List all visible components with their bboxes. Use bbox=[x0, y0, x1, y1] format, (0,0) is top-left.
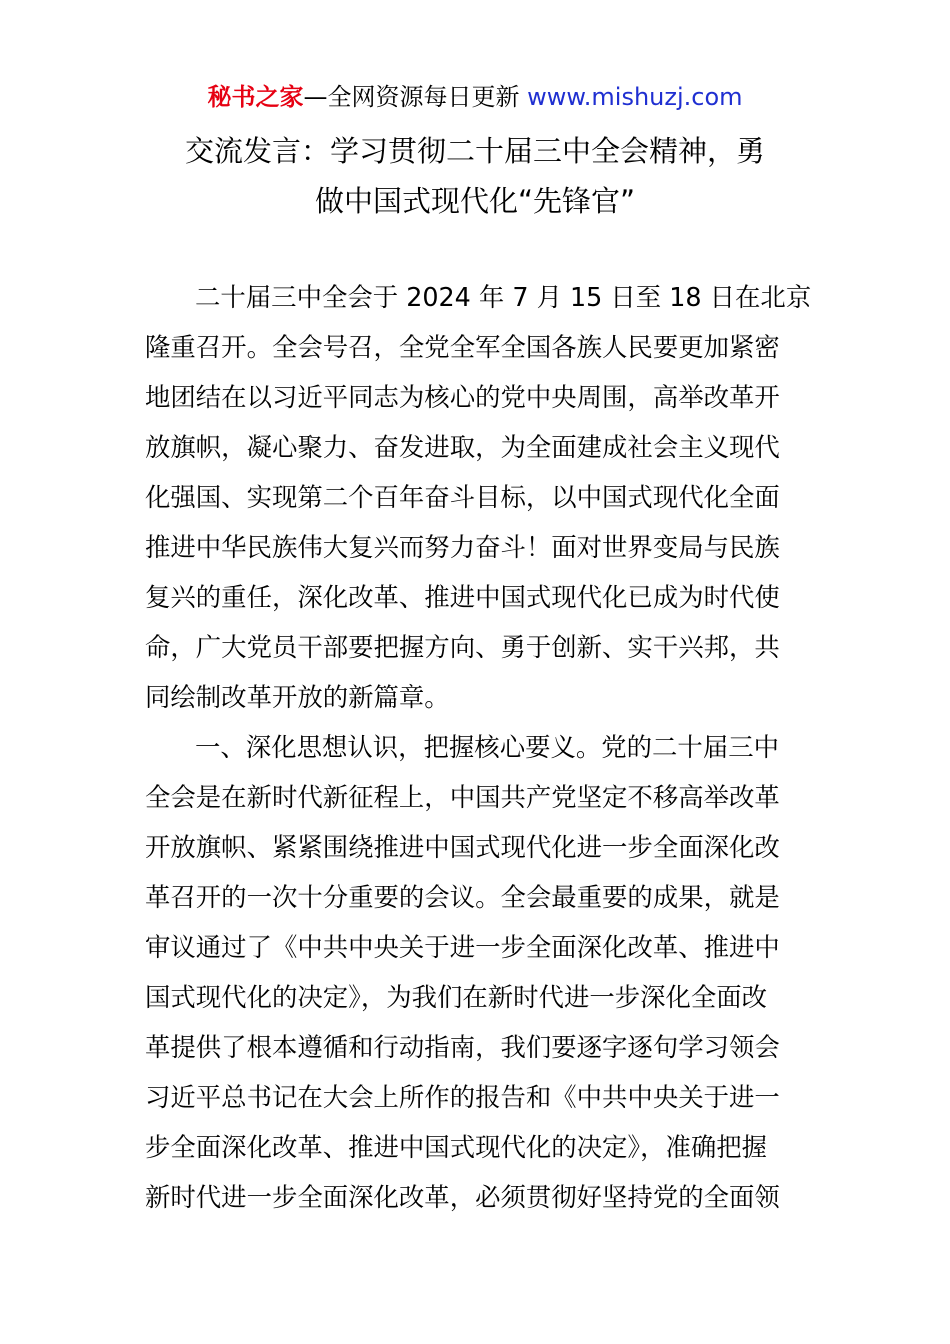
paragraph-1-line: 隆重召开。全会号召，全党全军全国各族人民要更加紧密 bbox=[145, 332, 780, 362]
site-tagline: —全网资源每日更新 bbox=[303, 83, 528, 111]
paragraph-2-line: 开放旗帜、紧紧围绕推进中国式现代化进一步全面深化改 bbox=[145, 832, 780, 862]
paragraph-2-line: 全会是在新时代新征程上，中国共产党坚定不移高举改革 bbox=[145, 782, 780, 812]
paragraph-1-line: 放旗帜，凝心聚力、奋发进取，为全面建成社会主义现代 bbox=[145, 432, 780, 462]
paragraph-2-line: 国式现代化的决定》，为我们在新时代进一步深化全面改 bbox=[145, 982, 768, 1012]
document-title-line-2: 做中国式现代化“先锋官” bbox=[314, 184, 636, 218]
paragraph-2-line: 审议通过了《中共中央关于进一步全面深化改革、推进中 bbox=[145, 932, 780, 962]
site-url-link[interactable]: www.mishuzj.com bbox=[527, 83, 743, 111]
paragraph-1-line: 复兴的重任，深化改革、推进中国式现代化已成为时代使 bbox=[145, 582, 780, 612]
paragraph-1-line: 地团结在以习近平同志为核心的党中央周围，高举改革开 bbox=[145, 382, 780, 412]
site-brand: 秘书之家 bbox=[207, 83, 304, 111]
paragraph-1-line: 化强国、实现第二个百年奋斗目标，以中国式现代化全面 bbox=[145, 482, 780, 512]
document-title-line-1: 交流发言：学习贯彻二十届三中全会精神，勇 bbox=[184, 134, 765, 168]
paragraph-2-line: 革召开的一次十分重要的会议。全会最重要的成果，就是 bbox=[145, 882, 780, 912]
document-body bbox=[145, 272, 815, 1222]
paragraph-1-line: 同绘制改革开放的新篇章。 bbox=[145, 682, 450, 712]
site-header bbox=[0, 80, 950, 114]
paragraph-1-line: 二十届三中全会于 2024 年 7 月 15 日至 18 日在北京 bbox=[195, 282, 812, 312]
paragraph-2-line: 习近平总书记在大会上所作的报告和《中共中央关于进一 bbox=[145, 1082, 780, 1112]
paragraph-2-line: 一、深化思想认识，把握核心要义。党的二十届三中 bbox=[195, 732, 779, 762]
paragraph-2-line: 革提供了根本遵循和行动指南，我们要逐字逐句学习领会 bbox=[145, 1032, 780, 1062]
paragraph-1-line: 推进中华民族伟大复兴而努力奋斗！面对世界变局与民族 bbox=[145, 532, 780, 562]
paragraph-1-line: 命，广大党员干部要把握方向、勇于创新、实干兴邦，共 bbox=[145, 632, 780, 662]
paragraph-2-line: 步全面深化改革、推进中国式现代化的决定》，准确把握 bbox=[145, 1132, 768, 1162]
document-title bbox=[140, 126, 810, 226]
paragraph-2-line: 新时代进一步全面深化改革，必须贯彻好坚持党的全面领 bbox=[145, 1182, 780, 1212]
